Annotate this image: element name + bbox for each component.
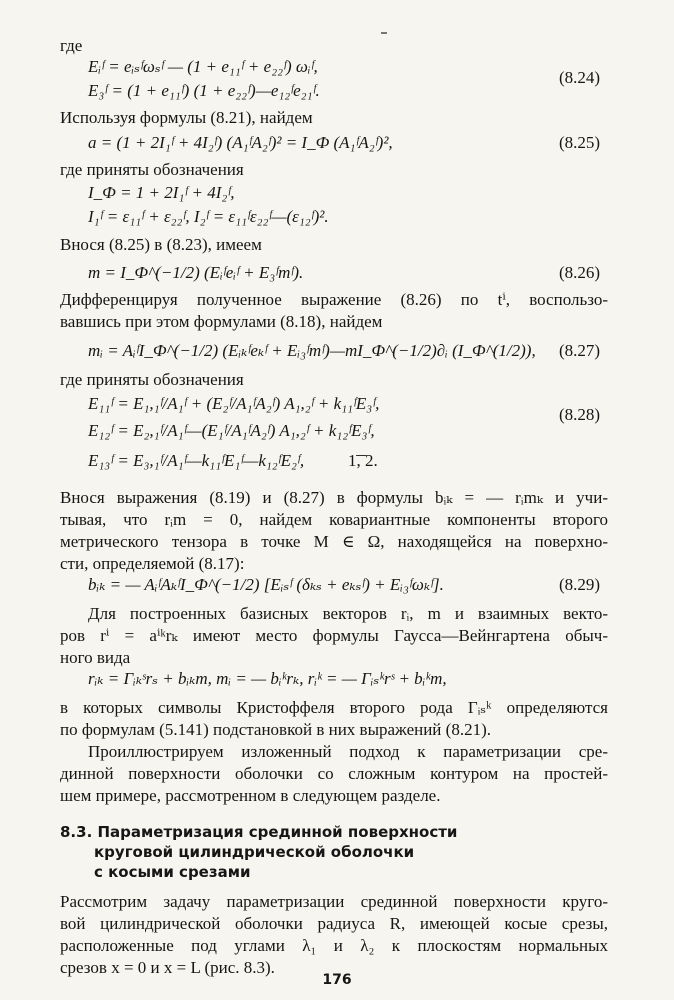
- section-heading: с косыми срезами: [94, 863, 251, 881]
- text-line: Внося выражения (8.19) и (8.27) в формулы bᵢₖ = — rᵢmₖ и учи-: [60, 488, 608, 507]
- equation: E₁₂ᶠ = E₂,₁ᶠ/A₁ᶠ—(E₁ᶠ/A₁ᶠA₂ᶠ) A₁,₂ᶠ + k₁₂ᶠE₃ᶠ,: [88, 421, 375, 440]
- text-line: срезов x = 0 и x = L (рис. 8.3).: [60, 958, 275, 977]
- equation-number: (8.27): [559, 341, 601, 360]
- equation: Eᵢᶠ = eᵢₛᶠωₛᶠ — (1 + e₁₁ᶠ + e₂₂ᶠ) ωᵢᶠ,: [88, 57, 318, 76]
- text-line: Дифференцируя полученное выражение (8.26) по tⁱ, воспользо-: [60, 290, 608, 309]
- equation-number: (8.29): [559, 575, 601, 594]
- equation: E₁₃ᶠ = E₃,₁ᶠ/A₁ᶠ—k₁₁ᶠE₁ᶠ—k₁₂ᶠE₂ᶠ,: [88, 451, 305, 470]
- text-line: где приняты обозначения: [60, 160, 244, 179]
- page-number: 176: [322, 972, 352, 988]
- equation: m = I_Ф^(−1/2) (Eᵢᶠeᵢᶠ + E₃ᶠmᶠ).: [88, 263, 304, 282]
- text-line: сти, определяемой (8.17):: [60, 554, 245, 573]
- equation: I₁ᶠ = ε₁₁ᶠ + ε₂₂ᶠ, I₂ᶠ = ε₁₁ᶠε₂₂ᶠ—(ε₁₂ᶠ)².: [88, 207, 329, 226]
- equation: I_Ф = 1 + 2I₁ᶠ + 4I₂ᶠ,: [88, 183, 235, 202]
- equation: E₃ᶠ = (1 + e₁₁ᶠ) (1 + e₂₂ᶠ)—e₁₂ᶠe₂₁ᶠ.: [88, 81, 320, 100]
- section-heading: круговой цилиндрической оболочки: [94, 843, 415, 861]
- equation-number: (8.26): [559, 263, 601, 282]
- equation: bᵢₖ = — AᵢᶠAₖᶠI_Ф^(−1/2) [Eᵢₛᶠ (δₖₛ + eₖₛᶠ) + Eᵢ₃ᶠωₖᶠ].: [88, 575, 444, 594]
- text-line: Используя формулы (8.21), найдем: [60, 108, 313, 127]
- equation-number: (8.25): [559, 133, 601, 152]
- text-line: шем примере, рассмотренном в следующем разделе.: [60, 786, 441, 805]
- text-line: вой цилиндрической оболочки радиуса R, имеющей косые срезы,: [60, 914, 608, 933]
- text-line: ров rⁱ = aⁱᵏrₖ имеют место формулы Гаусса—Вейнгартена обыч-: [60, 626, 608, 645]
- text-line: Для построенных базисных векторов rᵢ, m и взаимных векто-: [88, 604, 608, 623]
- scan-mark: [381, 32, 387, 34]
- equation: a = (1 + 2I₁ᶠ + 4I₂ᶠ) (A₁ᶠA₂ᶠ)² = I_Ф (A₁ᶠA₂ᶠ)²,: [88, 133, 393, 152]
- text-line: Внося (8.25) в (8.23), имеем: [60, 235, 262, 254]
- section-heading: 8.3. Параметризация срединной поверхности: [60, 823, 458, 841]
- text-line: метрического тензора в точке M ∈ Ω, находящейся на поверхно-: [60, 532, 608, 551]
- equation: E₁₁ᶠ = E₁,₁ᶠ/A₁ᶠ + (E₂ᶠ/A₁ᶠA₂ᶠ) A₁,₂ᶠ + k₁₁ᶠE₃ᶠ,: [88, 394, 380, 413]
- text-line: где: [60, 36, 83, 55]
- equation-number: (8.24): [559, 68, 601, 87]
- equation: rᵢₖ = Γᵢₖˢrₛ + bᵢₖm, mᵢ = — bᵢᵏrₖ, rᵢᵏ = — Γᵢₛᵏrˢ + bᵢᵏm,: [88, 669, 447, 688]
- equation: mᵢ = AᵢᶠI_Ф^(−1/2) (Eᵢₖᶠeₖᶠ + Eᵢ₃ᶠmᶠ)—mI_Ф^(−1/2)∂ᵢ (I_Ф^(1/2)),: [88, 341, 536, 360]
- text-line: Рассмотрим задачу параметризации срединной поверхности круго-: [60, 892, 608, 911]
- equation-number: (8.28): [559, 405, 601, 424]
- text-line: тывая, что rᵢm = 0, найдем ковариантные компоненты второго: [60, 510, 608, 529]
- index-permutation: 1͞, 2.: [348, 451, 378, 470]
- text-line: где приняты обозначения: [60, 370, 244, 389]
- text-line: в которых символы Кристоффеля второго рода Γᵢₛᵏ определяются: [60, 698, 608, 717]
- text-line: по формулам (5.141) подстановкой в них выражений (8.21).: [60, 720, 491, 739]
- text-line: ного вида: [60, 648, 131, 667]
- text-line: вавшись при этом формулами (8.18), найдем: [60, 312, 383, 331]
- text-line: динной поверхности оболочки со сложным контуром на простей-: [60, 764, 608, 783]
- text-line: Проиллюстрируем изложенный подход к параметризации сре-: [88, 742, 608, 761]
- text-line: расположенные под углами λ₁ и λ₂ к плоскостям нормальных: [60, 936, 608, 955]
